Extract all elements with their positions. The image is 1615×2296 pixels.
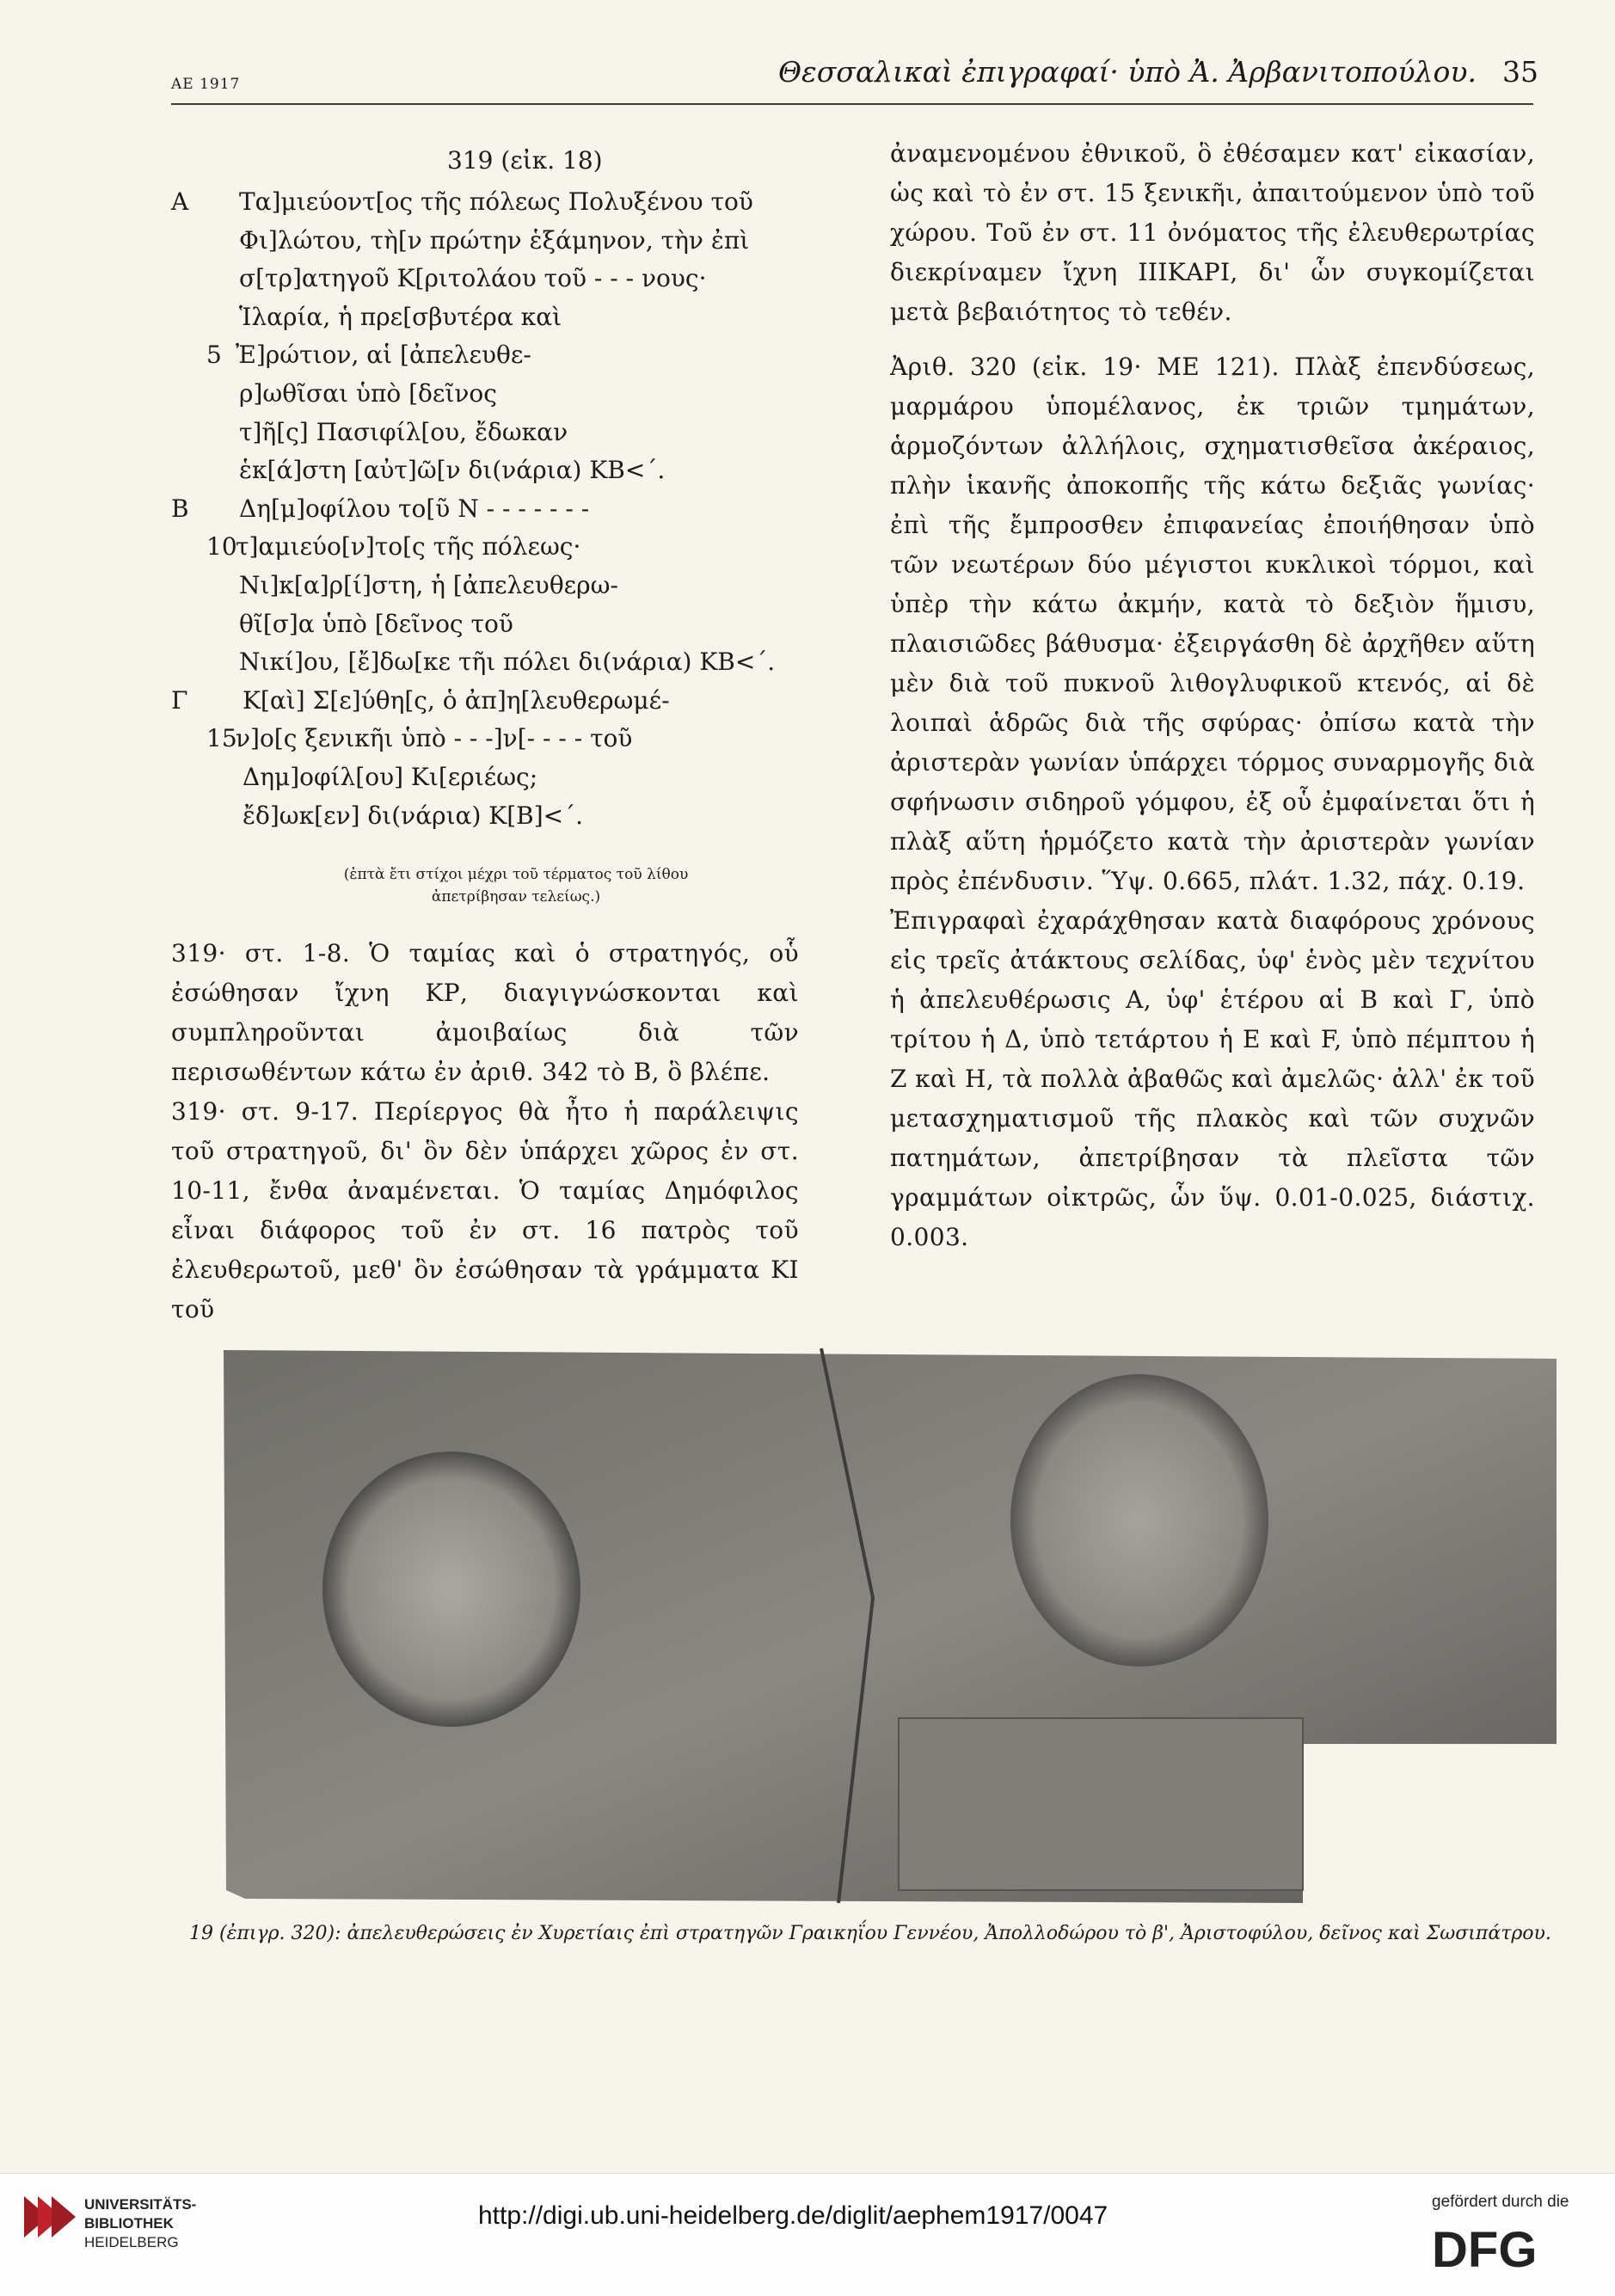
inscription-line-text: ν]ο[ς ξενικῆι ὑπὸ - - -]ν[- - - - τοῦ <box>236 724 633 752</box>
library-name-line: UNIVERSITÄTS- <box>84 2196 197 2213</box>
inscription-line-number: 5 <box>206 341 222 369</box>
body-paragraph: Ἐπιγραφαὶ ἐχαράχθησαν κατὰ διαφόρους χρόνους εἰς τρεῖς ἀτάκτους σελίδας, ὑφ' ἑνὸς μὲν τεχνίτου ἡ ἀπελευθέρωσις Α, ὑφ' ἑτέρου αἱ Β καὶ Γ, ὑπὸ τρίτου ἡ Δ, ὑπὸ τετάρτου ἡ Ε καὶ F, ὑπὸ πέμπτου ἡ Ζ καὶ Η, τὰ πολλὰ ἀβαθῶς καὶ ἀμελῶς· ἀλλ' ἐκ τοῦ μετασχηματισμοῦ τῆς πλακὸς καὶ τῶν συχνῶν πατημάτων, ἀπετρίβησαν τὰ πλεῖστα τῶν γραμμάτων οἰκτρῶς, ὧν ὕψ. 0.01-0.025, διάστιχ. 0.003. <box>890 906 1535 1251</box>
body-paragraph: ἀναμενομένου ἐθνικοῦ, ὃ ἐθέσαμεν κατ' εἰκασίαν, ὡς καὶ τὸ ἐν στ. 15 ξενικῆι, ἀπαιτούμενον ὑπὸ τοῦ χώρου. Τοῦ ἐν στ. 11 ὀνόματος τῆς ἐλευθερωτρίας διεκρίναμεν ἴχνη ΙΙΙΚΑΡΙ, δι' ὧν συγκομίζεται μετὰ βεβαιότητος τὸ τεθέν. <box>890 139 1535 326</box>
inscription-line-text: ἑκ[ά]στη [αὐτ]ῶ[ν δι(νάρια) ΚΒ<΄. <box>239 456 666 484</box>
inscription-line-text: τ]αμιεύο[ν]το[ς τῆς πόλεως· <box>236 532 581 561</box>
inscription-note <box>232 863 800 908</box>
inscription-heading: 319 (εἰκ. 18) <box>447 146 603 175</box>
funding-note: gefördert durch die <box>1432 2193 1569 2211</box>
running-head-left: AE 1917 <box>171 76 241 93</box>
inscription-line-text: θῖ[σ]α ὑπὸ [δεῖνος τοῦ <box>239 610 513 638</box>
university-library-logo-icon <box>22 2191 77 2243</box>
inscription-line-text: Δημ]οφίλ[ου] Κι[εριέως; <box>243 763 538 791</box>
left-commentary <box>171 934 799 1329</box>
inscription-side-letter: Γ <box>171 686 188 715</box>
commentary-paragraph: 319· στ. 9-17. Περίεργος θὰ ἦτο ἡ παράλειψις τοῦ στρατηγοῦ, δι' ὃν δὲν ὑπάρχει χῶρος ἐν στ. 10-11, ἔνθα ἀναμένεται. Ὁ ταμίας Δημόφιλος εἶναι διάφορος τοῦ ἐν στ. 16 πατρὸς τοῦ ἐλευθερωτοῦ, μεθ' ὃν ἐσώθησαν τὰ γράμματα ΚΙ τοῦ <box>171 1097 799 1323</box>
inscription-line-text: ρ]ωθῖσαι ὑπὸ [δεῖνος <box>239 379 497 408</box>
inscription-line-text: Νικί]ου, [ἔ]δω[κε τῆι πόλει δι(νάρια) ΚΒ<΄. <box>239 648 776 676</box>
commentary-paragraph: 319· στ. 1-8. Ὁ ταμίας καὶ ὁ στρατηγός, οὗ ἐσώθησαν ἴχνη ΚΡ, διαγιγνώσκονται καὶ συμπληροῦνται ἀμοιβαίως διὰ τῶν περισωθέντων κάτω ἐν ἀριθ. 342 τὸ Β, ὃ βλέπε. <box>171 939 799 1086</box>
inscription-side-letter: B <box>171 494 189 523</box>
dfg-logo-text: DFG <box>1432 2222 1538 2274</box>
inscription-line-text: Κ[αὶ] Σ[ε]ύθη[ς, ὁ ἀπ]η[λευθερωμέ- <box>243 686 670 715</box>
inscription-line-number: 15 <box>206 724 237 752</box>
page-number: 35 <box>1502 55 1538 89</box>
inscription-line-text: Ἐ]ρώτιον, αἱ [ἀπελευθε- <box>236 341 531 369</box>
inscription-line-text: Ἱλαρία, ἡ πρε[σβυτέρα καὶ <box>239 303 562 331</box>
dfg-logo-icon <box>1432 2222 1587 2274</box>
inscription-line-text: τ]ῆ[ς] Πασιφίλ[ου, ἔδωκαν <box>239 418 568 446</box>
round-socket-right <box>1010 1374 1268 1667</box>
inscription-stone-photo <box>219 1340 1561 1903</box>
library-name <box>84 2195 196 2252</box>
inscription-note-line: ἀπετρίβησαν τελείως.) <box>431 888 601 906</box>
inscription-line-text: Φι]λώτου, τὴ[ν πρώτην ἑξάμηνον, τὴν ἐπὶ <box>239 226 750 255</box>
library-name-line: BIBLIOTHEK <box>84 2215 174 2232</box>
figure-caption: 19 (ἐπιγρ. 320): ἀπελευθερώσεις ἐν Χυρετίαις ἐπὶ στρατηγῶν Γραικηΐου Γεννέου, Ἀπολλοδώρου τὸ β', Ἀριστοφύλου, δεῖνος καὶ Σωσιπάτρου. <box>189 1923 1551 1944</box>
right-column <box>890 134 1535 1257</box>
inscription-side-letter: A <box>171 187 189 216</box>
digitization-footer <box>0 2173 1615 2296</box>
inscription-line-text: Νι]κ[α]ρ[ί]στη, ἡ [ἀπελευθερω- <box>239 571 618 599</box>
running-head-title: Θεσσαλικαὶ ἐπιγραφαί· ὑπὸ Ἀ. Ἀρβανιτοπούλου. <box>778 55 1477 89</box>
inscription-line-text: Τα]μιεύοντ[ος τῆς πόλεως Πολυξένου τοῦ <box>239 187 753 216</box>
inscription-line-text: σ[τρ]ατηγοῦ Κ[ριτολάου τοῦ - - - νους· <box>239 264 707 292</box>
round-socket-left <box>322 1452 580 1727</box>
body-paragraph: Ἀριθ. 320 (εἰκ. 19· ΜΕ 121). Πλὰξ ἐπενδύσεως, μαρμάρου ὑπομέλανος, ἐκ τριῶν τμημάτων, ἁρμοζόντων ἀλλήλοις, σχηματισθεῖσα ἀκέραιος, πλὴν ἱκανῆς ἀποκοπῆς τῆς κάτω δεξιᾶς γωνίας· ἐπὶ τῆς ἔμπροσθεν ἐπιφανείας ἐποιήθησαν ὑπὸ τῶν νεωτέρων δύο μέγιστοι κυκλικοὶ τόρμοι, καὶ ὑπὲρ τὴν κάτω ἀκμήν, κατὰ τὸ δεξιὸν ἥμισυ, πλαισιῶδες βάθυσμα· ἐξειργάσθη δὲ ἀρχῆθεν αὕτη μὲν διὰ τοῦ πυκνοῦ λιθογλυφικοῦ κτενός, αἱ δὲ λοιπαὶ ἁδρῶς διὰ τῆς σφύρας· ὀπίσω κατὰ τὴν ἀριστερὰν γωνίαν ὑπάρχει τόρμος συναρμογῆς διὰ σφήνωσιν σιδηροῦ γόμφου, ἐξ οὗ ἐμφαίνεται ὅτι ἡ πλὰξ αὕτη ἡρμόζετο κατὰ τὴν ἀριστερὰν γωνίαν πρὸς ἐπένδυσιν. Ὕψ. 0.665, πλάτ. 1.32, πάχ. 0.19. <box>890 353 1535 895</box>
library-name-line: HEIDELBERG <box>84 2234 179 2250</box>
inscription-note-line: (ἑπτὰ ἔτι στίχοι μέχρι τοῦ τέρματος τοῦ λίθου <box>343 866 689 883</box>
inscription-line-number: 10 <box>206 532 237 561</box>
permalink[interactable]: http://digi.ub.uni-heidelberg.de/diglit/aephem1917/0047 <box>478 2201 1108 2230</box>
header-rule <box>171 103 1533 105</box>
rectangular-recess <box>899 1718 1303 1890</box>
inscription-line-text: ἔδ]ωκ[εν] δι(νάρια) Κ[Β]<΄. <box>243 801 583 830</box>
inscription-line-text: Δη[μ]οφίλου το[ῦ Ν - - - - - - - <box>239 494 590 523</box>
